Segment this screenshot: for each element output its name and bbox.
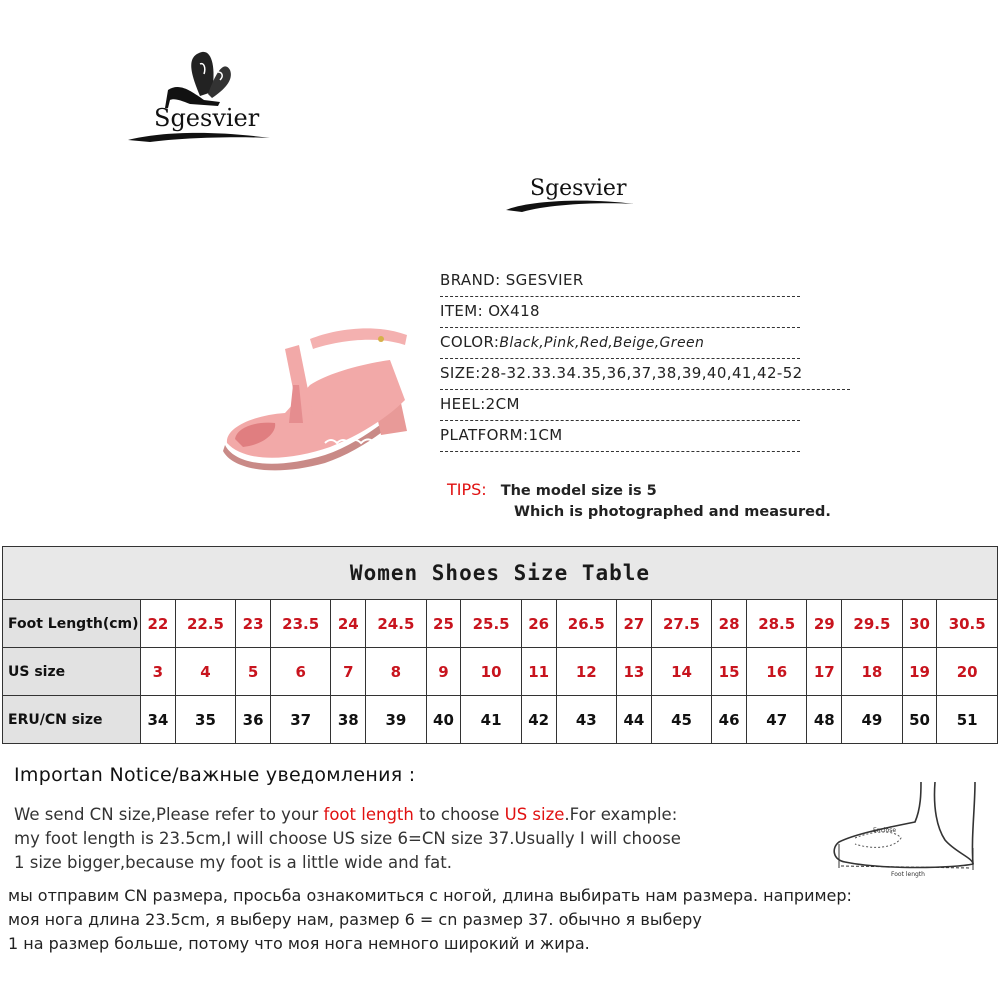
- notice-english: [14, 803, 774, 875]
- table-cell: 30: [902, 600, 937, 648]
- table-cell: 26.5: [556, 600, 616, 648]
- table-cell: 27.5: [651, 600, 711, 648]
- table-cell: 18: [842, 648, 902, 696]
- table-cell: 34: [141, 696, 176, 744]
- table-cell: 23.5: [270, 600, 330, 648]
- color-line: COLOR:Black,Pink,Red,Beige,Green: [440, 328, 800, 359]
- notice-en-line-2: my foot length is 23.5cm,I will choose US size 6=CN size 37.Usually I will choose: [14, 829, 681, 848]
- table-cell: 3: [141, 648, 176, 696]
- table-cell: 11: [521, 648, 556, 696]
- brand-logo-text: Sgesvier: [154, 104, 260, 132]
- table-cell: 27: [617, 600, 652, 648]
- notice-en-line-1: We send CN size,Please refer to your foot length to choose US size.For example:: [14, 805, 678, 824]
- foot-icon: [825, 778, 985, 878]
- platform-line: PLATFORM:1CM: [440, 421, 800, 452]
- table-cell: 46: [712, 696, 747, 744]
- notice-en-line-3: 1 size bigger,because my foot is a little wide and fat.: [14, 853, 452, 872]
- table-cell: 41: [461, 696, 521, 744]
- table-cell: 38: [331, 696, 366, 744]
- row-header: US size: [3, 648, 141, 696]
- table-row-us-size: [3, 648, 998, 696]
- table-cell: 47: [746, 696, 806, 744]
- table-cell: 28: [712, 600, 747, 648]
- table-cell: 30.5: [937, 600, 998, 648]
- table-cell: 25.5: [461, 600, 521, 648]
- brand-line: BRAND: SGESVIER: [440, 266, 800, 297]
- butterfly-heel-icon: [120, 42, 280, 152]
- table-cell: 12: [556, 648, 616, 696]
- product-info: [440, 266, 803, 452]
- table-cell: 36: [236, 696, 271, 744]
- foot-length-label: Foot length: [891, 871, 925, 878]
- tips-line-1: The model size is 5: [500, 483, 657, 499]
- table-cell: 16: [746, 648, 806, 696]
- notice-ru-line-2: моя нога длина 23.5cm, я выберу нам, размер 6 = cn размер 37. обычно я выберу: [8, 910, 702, 929]
- table-cell: 44: [617, 696, 652, 744]
- brand-logo-top: [120, 42, 280, 152]
- table-cell: 19: [902, 648, 937, 696]
- table-cell: 14: [651, 648, 711, 696]
- table-cell: 4: [175, 648, 235, 696]
- table-cell: 45: [651, 696, 711, 744]
- notice-title: Importan Notice/важные уведомления :: [14, 764, 416, 786]
- tips: [447, 480, 831, 520]
- row-header: Foot Length(cm): [3, 600, 141, 648]
- table-cell: 24: [331, 600, 366, 648]
- table-cell: 9: [426, 648, 461, 696]
- heel-line: HEEL:2CM: [440, 390, 800, 421]
- table-cell: 42: [521, 696, 556, 744]
- table-cell: 22: [141, 600, 176, 648]
- table-cell: 25: [426, 600, 461, 648]
- size-table: [2, 546, 998, 744]
- size-line: SIZE:28-32.33.34.35,36,37,38,39,40,41,42-52: [440, 359, 850, 390]
- brand-logo-mid-text: Sgesvier: [530, 176, 627, 201]
- table-cell: 40: [426, 696, 461, 744]
- row-header: ERU/CN size: [3, 696, 141, 744]
- table-row-eru-cn-size: [3, 696, 998, 744]
- table-cell: 37: [270, 696, 330, 744]
- table-cell: 23: [236, 600, 271, 648]
- table-cell: 35: [175, 696, 235, 744]
- table-cell: 7: [331, 648, 366, 696]
- table-cell: 29: [807, 600, 842, 648]
- notice-ru-line-1: мы отправим CN размера, просьба ознакомиться с ногой, длина выбирать нам размера. например:: [8, 886, 852, 905]
- tips-label: TIPS:: [447, 480, 487, 499]
- item-line: ITEM: OX418: [440, 297, 800, 328]
- table-cell: 20: [937, 648, 998, 696]
- foot-measure-diagram: [825, 778, 985, 878]
- table-cell: 24.5: [366, 600, 426, 648]
- table-cell: 5: [236, 648, 271, 696]
- table-cell: 26: [521, 600, 556, 648]
- table-cell: 29.5: [842, 600, 902, 648]
- table-cell: 28.5: [746, 600, 806, 648]
- table-cell: 8: [366, 648, 426, 696]
- enclose-label: Enclose: [873, 827, 897, 834]
- table-cell: 15: [712, 648, 747, 696]
- tips-line-2: Which is photographed and measured.: [514, 504, 831, 520]
- table-cell: 49: [842, 696, 902, 744]
- table-cell: 13: [617, 648, 652, 696]
- table-cell: 10: [461, 648, 521, 696]
- table-cell: 43: [556, 696, 616, 744]
- table-cell: 51: [937, 696, 998, 744]
- notice-ru-line-3: 1 на размер больше, потому что моя нога немного широкий и жира.: [8, 934, 590, 953]
- size-table-title: Women Shoes Size Table: [3, 547, 998, 600]
- table-cell: 22.5: [175, 600, 235, 648]
- table-cell: 50: [902, 696, 937, 744]
- table-cell: 48: [807, 696, 842, 744]
- notice-russian: [8, 884, 998, 956]
- table-cell: 6: [270, 648, 330, 696]
- product-image-sandal: [215, 315, 425, 485]
- table-cell: 39: [366, 696, 426, 744]
- table-cell: 17: [807, 648, 842, 696]
- brand-logo-mid: [500, 168, 640, 218]
- table-row-foot-length: [3, 600, 998, 648]
